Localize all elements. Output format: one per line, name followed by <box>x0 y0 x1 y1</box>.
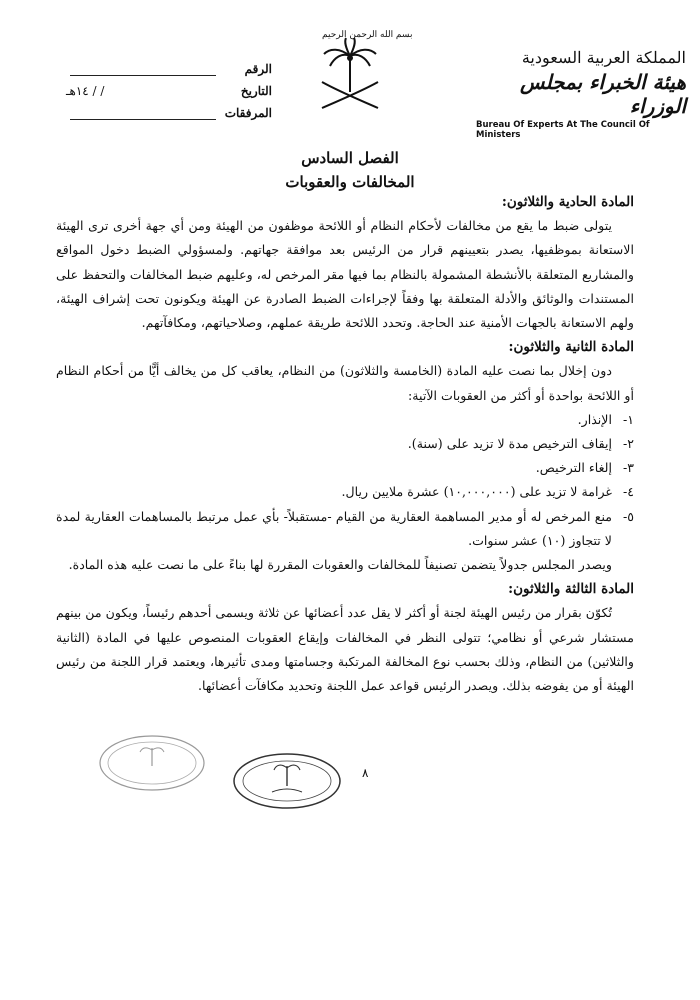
penalty-item <box>56 456 634 480</box>
bureau-english-name: Bureau Of Experts At The Council Of Ministers <box>476 120 650 140</box>
date-value: / / ١٤هـ <box>66 84 105 98</box>
article-32-intro: دون إخلال بما نصت عليه المادة (الخامسة والثلاثون) من النظام، يعاقب كل من يخالف أيًّا من أحكام النظام أو اللائحة بواحدة أو أكثر من العقوبات الآتية: <box>56 363 634 403</box>
chapter-subtitle: المخالفات والعقوبات <box>285 173 415 191</box>
penalty-item-number: ٢- <box>622 436 634 452</box>
penalty-item-text: منع المرخص له أو مدير المساهمة العقارية من القيام -مستقبلاً- بأي عمل مرتبط بالمساهمات العقارية لمدة لا تتجاوز (١٠) عشر سنوات. <box>56 508 612 548</box>
letterhead-authority <box>476 48 686 140</box>
penalty-item <box>56 480 634 504</box>
penalty-item-text: غرامة لا تزيد على (١٠,٠٠٠,٠٠٠) عشرة ملايين ريال. <box>341 484 612 500</box>
penalty-item-text: إيقاف الترخيص مدة لا تزيد على (سنة). <box>407 436 612 452</box>
article-33-text: تُكوّن بقرار من رئيس الهيئة لجنة أو أكثر لا يقل عدد أعضائها عن ثلاثة ويسمى أحدهم رئيساً، ويكون من بينهم مستشار شرعي أو نظامي؛ تتولى النظر في المخالفات وإيقاع العقوبات المنصوص عليها في المادة (الثانية والثلاثين) من النظام، وذلك بحسب نوع المخالفة المرتكبة وجسامتها ومدى تأثيرها، ويعتمد قرار اللجنة من رئيس الهيئة أو من يفوضه بذلك. ويصدر الرئيس قواعد عمل اللجنة وتحديد مكافآت أعضائها. <box>56 605 634 694</box>
chapter-heading <box>0 146 700 194</box>
penalty-item-text: إلغاء الترخيص. <box>535 460 612 476</box>
article-32-closing: ويصدر المجلس جدولاً يتضمن تصنيفاً للمخالفات والعقوبات المقررة لها بناءً على ما نصت عليه هذه المادة. <box>68 557 612 573</box>
reference-fields <box>62 58 272 124</box>
penalty-item-number: ٤- <box>622 484 634 500</box>
attachments-label: المرفقات <box>224 106 272 120</box>
penalty-item <box>56 432 634 456</box>
attachments-row <box>62 102 272 124</box>
basmala: بسم الله الرحمن الرحيم <box>322 30 413 40</box>
document-footer <box>0 730 700 810</box>
ref-number-line <box>70 63 216 76</box>
attachments-line <box>70 107 216 120</box>
article-31-text: يتولى ضبط ما يقع من مخالفات لأحكام النظام أو اللائحة موظفون من الهيئة ومن أي جهة أخرى ترى الهيئة الاستعانة بموظفيها، يصدر بتعيينهم قرار من الرئيس بعد موافقة جهاتهم. ولمسؤولي الضبط دخول المواقع والمشاريع المتعلقة بالأنشطة المشمولة بالنظام بما فيها مقر المرخص له، وعليهم ضبط المخالفات والتحفظ على المستندات والوثائق والأدلة المتعلقة بها وفقاً لإجراءات الضبط الصادرة عن الهيئة ويكونون تحت إشراف الهيئة، ولهم الاستعانة بالجهات الأمنية عند الحاجة. وتحدد اللائحة طريقة عملهم، وصلاحياتهم، ومكافآتهم. <box>56 218 634 331</box>
penalty-item-text: الإنذار. <box>577 411 612 427</box>
document-body <box>56 190 634 698</box>
ref-number-label: الرقم <box>244 62 272 76</box>
article-32-heading: المادة الثانية والثلاثون: <box>508 339 634 356</box>
date-row <box>62 80 272 102</box>
penalty-item-number: ٣- <box>622 460 634 476</box>
penalty-item-number: ١- <box>622 411 634 427</box>
penalty-item-number: ٥- <box>622 508 634 524</box>
article-31-heading: المادة الحادية والثلاثون: <box>501 194 634 210</box>
penalty-item <box>56 505 634 553</box>
official-seal-stamp <box>232 752 342 810</box>
page-number: ٨ <box>362 766 369 780</box>
kingdom-name: المملكة العربية السعودية <box>521 48 686 67</box>
ref-number-row <box>62 58 272 80</box>
faded-seal-stamp <box>98 734 206 792</box>
article-33-heading: المادة الثالثة والثلاثون: <box>508 581 634 598</box>
chapter-title: الفصل السادس <box>301 149 399 167</box>
authority-name: هيئة الخبراء بمجلس الوزراء <box>519 70 686 118</box>
date-label: التاريخ <box>240 84 272 98</box>
palm-swords-emblem-icon <box>310 30 390 120</box>
penalty-item <box>56 408 634 432</box>
